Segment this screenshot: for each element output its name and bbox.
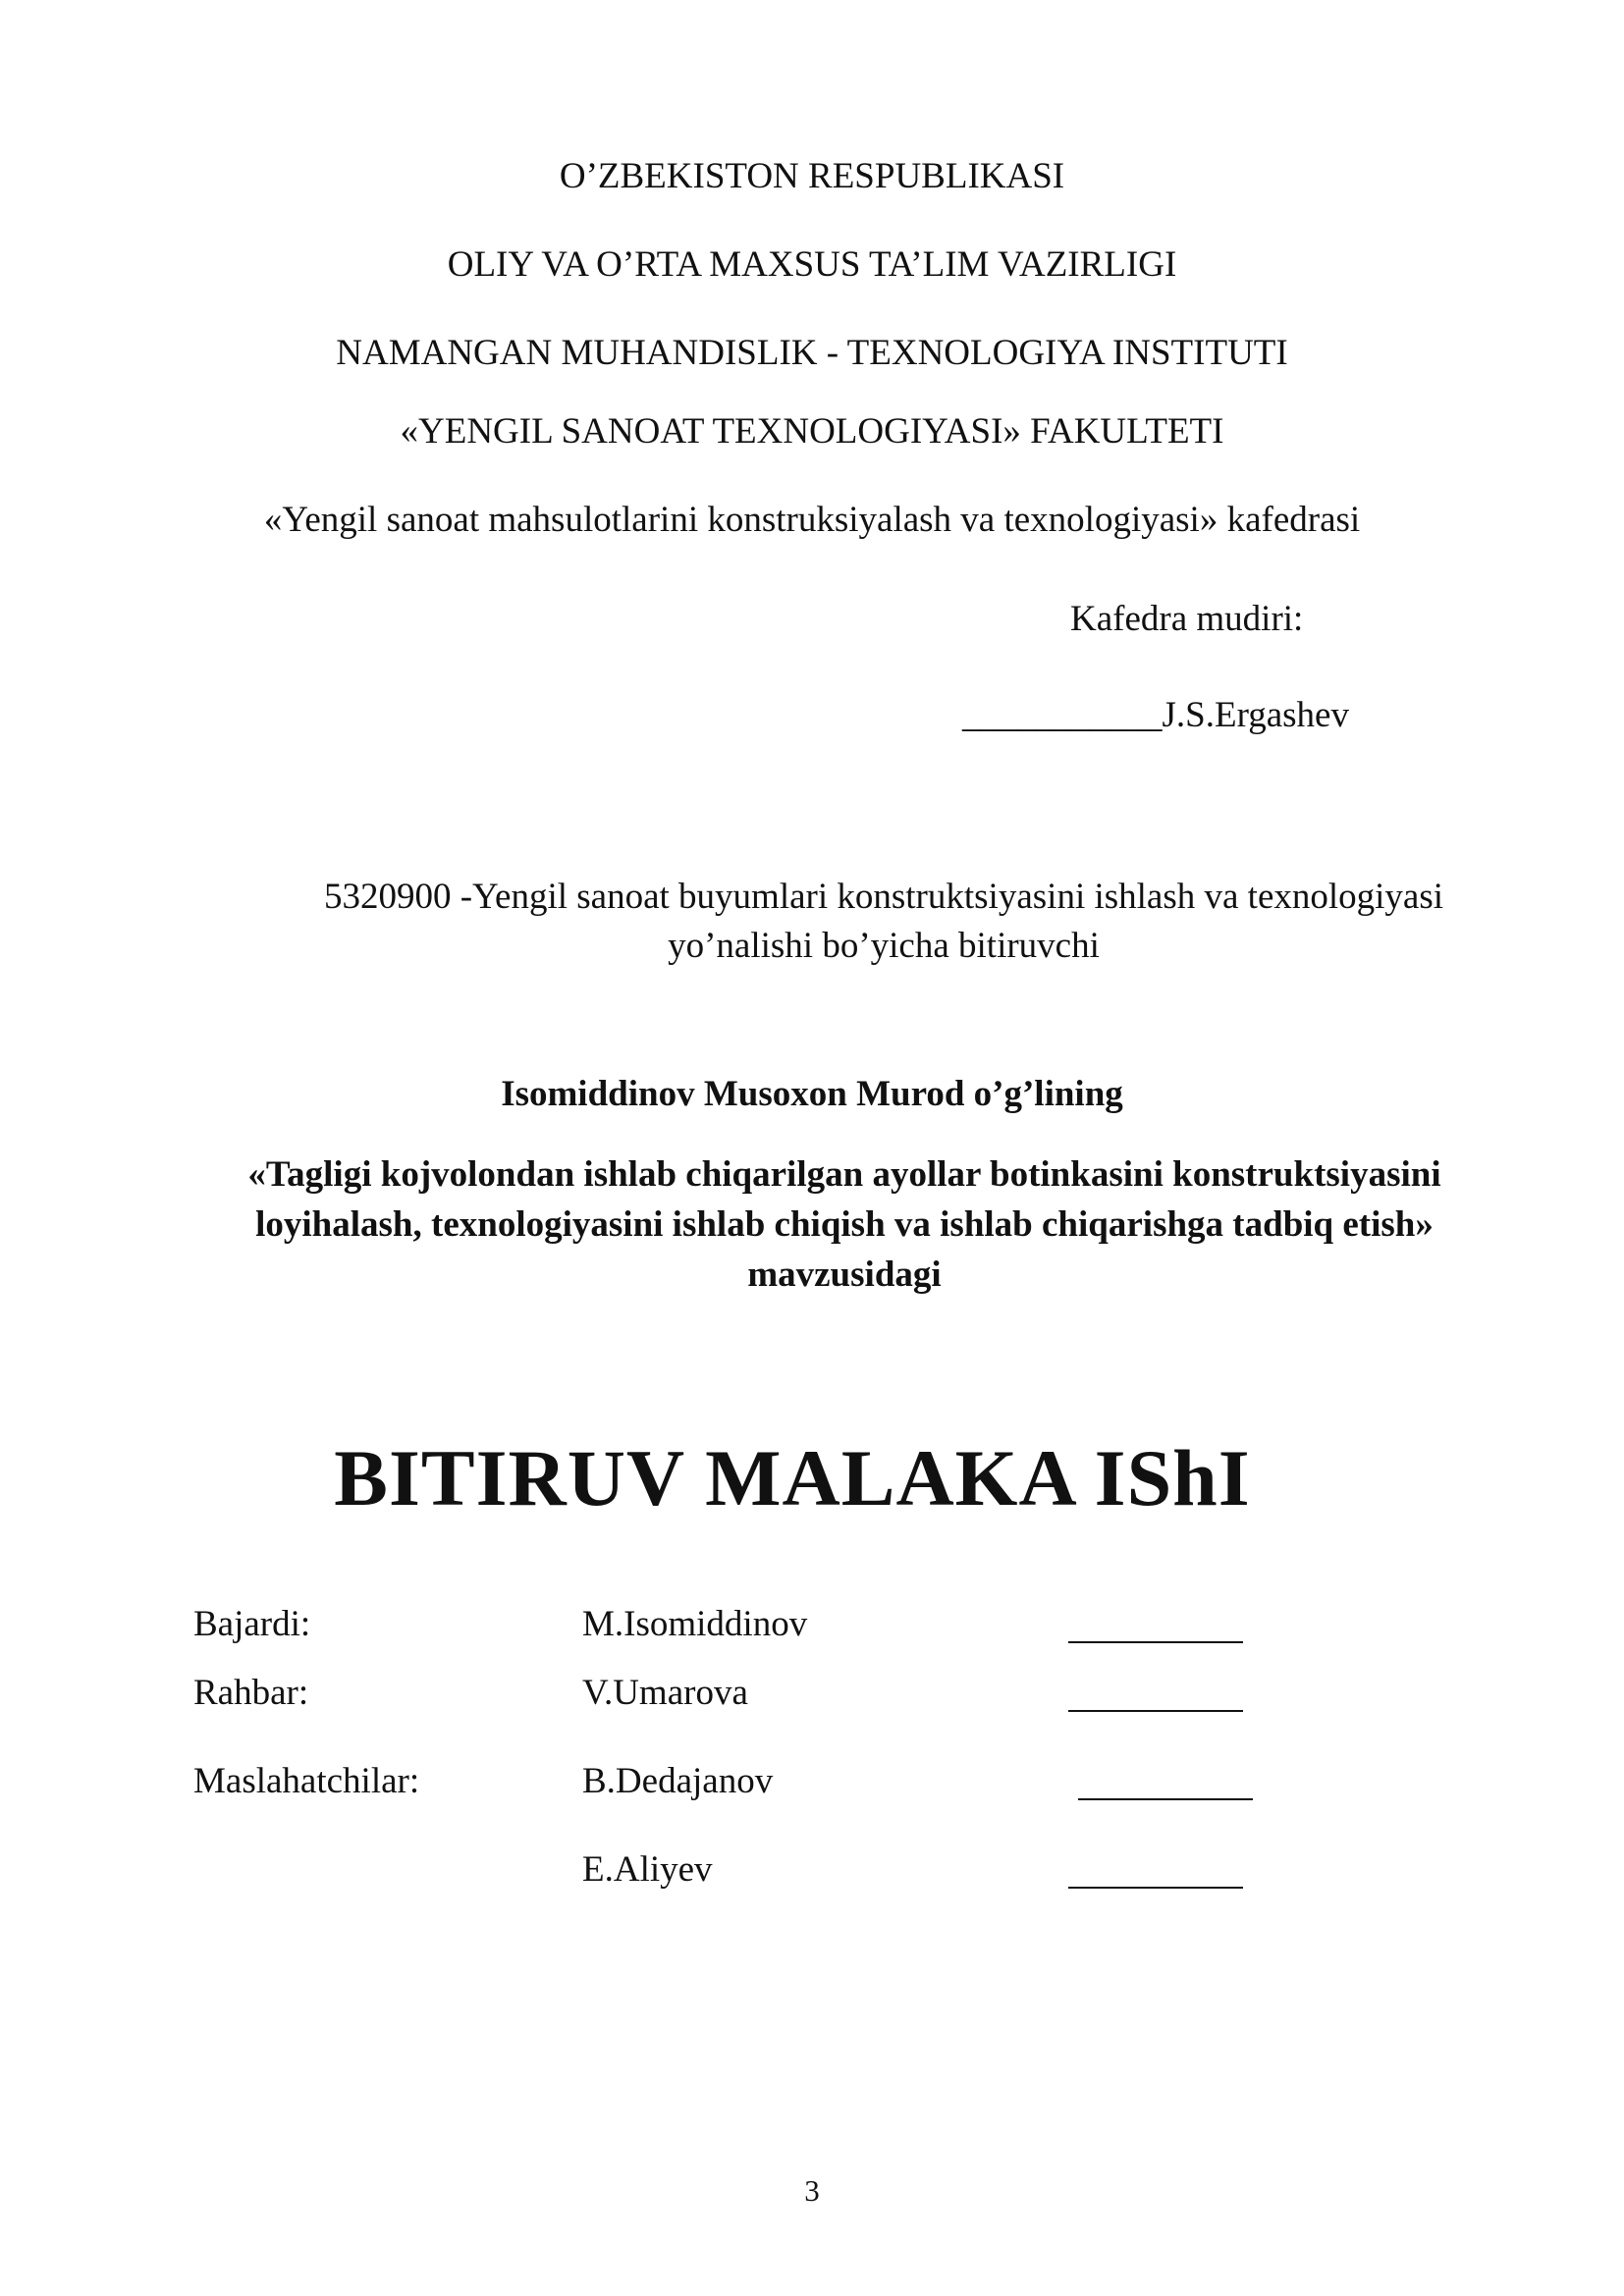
faculty-heading: «YENGIL SANOAT TEXNOLOGIYASI» FAKULTETI bbox=[400, 411, 1224, 452]
institute-heading: NAMANGAN MUHANDISLIK - TEXNOLOGIYA INSTITUTI bbox=[336, 333, 1288, 373]
signature-blank bbox=[1068, 1641, 1243, 1643]
signature-row bbox=[0, 1600, 1624, 1649]
specialty-line-1: 5320900 -Yengil sanoat buyumlari konstruktsiyasini ishlash va texnologiyasi bbox=[323, 877, 1444, 917]
signature-row bbox=[0, 1669, 1624, 1718]
specialty-block bbox=[295, 873, 1473, 971]
signature-blank bbox=[1068, 1710, 1243, 1712]
signature-name: E.Aliyev bbox=[582, 1849, 713, 1890]
approval-signature-line: ___________ bbox=[962, 695, 1163, 735]
theme-line-3: mavzusidagi bbox=[747, 1255, 942, 1295]
signature-role: Rahbar: bbox=[193, 1673, 309, 1713]
signature-row bbox=[0, 1845, 1624, 1895]
signature-name: V.Umarova bbox=[582, 1673, 748, 1713]
signature-blank bbox=[1068, 1887, 1243, 1889]
republic-heading: O’ZBEKISTON RESPUBLIKASI bbox=[559, 156, 1065, 196]
page-number: 3 bbox=[804, 2173, 820, 2208]
approval-signature bbox=[962, 694, 1349, 737]
signature-name: M.Isomiddinov bbox=[582, 1604, 808, 1644]
signature-row bbox=[0, 1757, 1624, 1806]
document-title: BITIRUV MALAKA IShI bbox=[334, 1433, 1251, 1522]
theme-line-2: loyihalash, texnologiyasini ishlab chiqish va ishlab chiqarishga tadbiq etish» bbox=[255, 1204, 1434, 1245]
ministry-heading: OLIY VA O’RTA MAXSUS TA’LIM VAZIRLIGI bbox=[447, 244, 1177, 285]
department-heading: «Yengil sanoat mahsulotlarini konstruksiyalash va texnologiyasi» kafedrasi bbox=[263, 500, 1361, 540]
specialty-line-2: yo’nalishi bo’yicha bitiruvchi bbox=[668, 926, 1100, 966]
approval-label: Kafedra mudiri: bbox=[1070, 599, 1304, 639]
author-line: Isomiddinov Musoxon Murod o’g’lining bbox=[501, 1074, 1123, 1114]
signature-role: Bajardi: bbox=[193, 1604, 311, 1644]
signature-role: Maslahatchilar: bbox=[193, 1761, 420, 1801]
signature-name: B.Dedajanov bbox=[582, 1761, 774, 1801]
theme-line-1: «Tagligi kojvolondan ishlab chiqarilgan ayollar botinkasini konstruktsiyasini bbox=[247, 1154, 1441, 1195]
approval-name: J.S.Ergashev bbox=[1162, 695, 1349, 735]
thesis-theme bbox=[157, 1149, 1532, 1300]
signature-blank bbox=[1078, 1798, 1253, 1800]
